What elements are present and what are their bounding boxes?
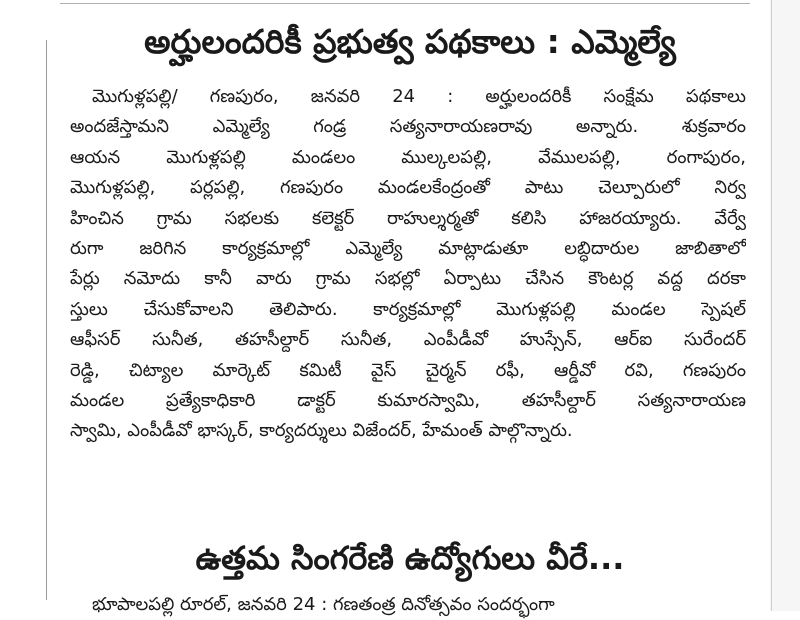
column-divider-right [771,0,772,611]
body-line: ఆయన మొగుళ్లపల్లి మండలం ముల్కలపల్లి, వేములపల్లి, రంగాపురం, [70,146,746,168]
body-line: అందజేస్తామని ఎమ్మెల్యే గండ్ర సత్యనారాయణరావు అన్నారు. శుక్రవారం [70,116,746,138]
next-article-first-line: భూపాలపల్లి రూరల్, జనవరి 24 : గణతంత్ర దినోత్సవం సందర్భంగా [92,594,555,615]
column-divider-top [60,3,750,4]
body-line: స్తులు చేసుకోవాలని తెలిపారు. కార్యక్రమాల్లో మొగుళ్లపల్లి మండల స్పెషల్ [70,298,746,320]
column-divider-left [46,40,47,600]
body-line: మండల ప్రత్యేకాధికారి డాక్టర్ కుమారస్వామి, తహసీల్దార్ సత్యనారాయణ [70,390,746,412]
article-body [70,82,746,447]
body-line: హించిన గ్రామ సభలకు కలెక్టర్ రాహుల్శర్మతో కలిసి హాజరయ్యారు. వేర్వే [70,207,746,229]
right-margin [770,0,800,611]
body-line: రెడ్డి, చిట్యాల మార్కెట్ కమిటీ వైస్ చైర్మన్ రఫీ, ఆర్డీవో రవి, గణపురం [70,359,746,381]
body-line: మొగుళ్లపల్లి/ గణపురం, జనవరి 24 : అర్హులందరికీ సంక్షేమ పథకాలు [92,86,746,107]
body-line: ఆఫీసర్ సునీత, తహసీల్దార్ సునీత, ఎంపీడీవో హుస్సేన్, ఆర్ఐ సురేందర్ [70,329,746,351]
body-line: రుగా జరిగిన కార్యక్రమాల్లో ఎమ్మెల్యే మాట్లాడుతూ లబ్ధిదారుల జాబితాలో [70,238,746,260]
body-line: స్వామి, ఎంపీడీవో భాస్కర్, కార్యదర్శులు విజేందర్, హేమంత్ పాల్గొన్నారు. [70,420,573,442]
next-article-headline: ఉత్తమ సింగరేణి ఉద్యోగులు వీరే... [195,539,625,577]
article-headline: అర్హులందరికీ ప్రభుత్వ పథకాలు : ఎమ్మెల్యే [144,22,676,61]
body-line: పేర్లు నమోదు కానీ వారు గ్రామ సభల్లో ఏర్పాటు చేసిన కౌంటర్ల వద్ద దరకా [70,268,746,290]
left-margin [0,0,48,611]
body-line: మొగుళ్లపల్లి, పర్లపల్లి, గణపురం మండలకేంద్రంతో పాటు చెల్పూరులో నిర్వ [70,177,746,199]
